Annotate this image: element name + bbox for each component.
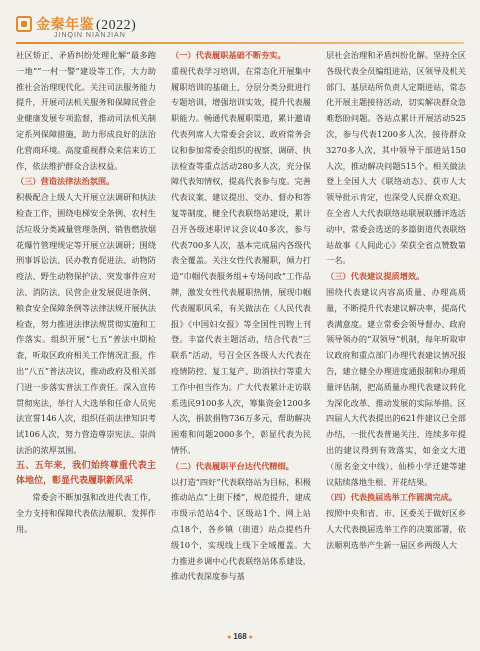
paragraph: 社区矫正、矛盾纠纷处理化解“最多跑一地”“一村一警”建设等工作，大力助推社会治理现代化。关注司法服务能力提升，开展司法机关服务和保障民营企业健康发展专项监督，推动司法机关制定系列保障措施，助力形成良好的法治化营商环境。高度重视群众来信来访工作，依法维护群众合法权益。 (16, 50, 156, 171)
main-heading: 五、五年来，我们始终尊重代表主体地位，彰显代表履职新风采 (16, 460, 156, 487)
section-heading: （四）代表换届选举工作圆满完成。 (326, 492, 458, 503)
column-right (326, 48, 466, 608)
section-heading: （一）代表履职基础不断夯实。 (171, 50, 286, 60)
yearbook-logo-icon (16, 16, 32, 32)
section-heading: （三）代表建议提质增效。 (326, 271, 425, 282)
paragraph: 积极配合上级人大开展立法调研和执法检查工作，围绕电梯安全条例、农村生活垃圾分类减量管理条例、销售燃放烟花爆竹管理规定等开展立法调研；围绕刑事诉讼法、民办教育促进法、动物防疫法、野生动物保护法、突发事件应对法、消防法、民营企业发展促进条例、粮食安全保障条例等法律法规开展执法检查，努力推进法律法规贯彻实施和工作落实。组织开展“七五”普法中期检查，听取区政府相关工作情况汇报，作出“八五”普法决议，推动政府及相关部门进一步落实普法工作责任。深入宣传贯彻宪法，举行人大选举和任命人员宪法宣誓146人次，组织任前法律知识考试106人次，努力营造尊崇宪法、崇尚法治的浓厚氛围。 (16, 192, 156, 455)
footer-dot-icon: ● (227, 634, 232, 641)
yearbook-subtitle: JINQIN NIANJIAN (54, 32, 126, 39)
column-left (16, 48, 156, 608)
article-columns (16, 48, 466, 608)
column-middle (171, 48, 311, 608)
footer-dot-icon: ● (248, 634, 253, 641)
section-heading: （二）代表履职平台达代代精细。 (171, 460, 294, 471)
page-number: 168 (233, 632, 247, 641)
header-divider (16, 42, 464, 44)
yearbook-title (36, 14, 136, 34)
yearbook-name: 金秦年鉴 (36, 18, 94, 33)
page-footer (0, 632, 480, 641)
paragraph: 以打造“四好”代表联络站为目标，积极推动站点“上街下楼”，规范提升，建成市级示范站4个、区级站1个、网上站点18个，各乡镇（街道）站点提档升级10个，实现线上线下全域覆盖。大力推进乡调中心代表联络站体系建设，推动代表深度参与基 (171, 476, 311, 582)
section-heading: （三）营造法律法治氛围。 (16, 176, 115, 187)
paragraph: 层社会治理和矛盾纠纷化解。坚持全区各级代表全员编组进站，区领导及机关部门、基层站所负责人定期进站，常态化开展主题接待活动，切实解决群众急难愁盼问题。各站点累计开展活动525次，参与代表1200多人次，接待群众3270多人次，其中领导干部进站150人次，推动解决问题515个。相关做法登上全国人大《联络动态》、获市人大领导批示肯定，也深受人民群众欢迎。在全省人大代表联络站联展联播评选活动中，常委会选送的多篇街道代表联络站故事《人间此心》荣获全省点赞数第一名。 (326, 50, 466, 266)
paragraph: 常委会不断加强和改进代表工作，全力支持和保障代表依法履职、发挥作用。 (16, 491, 156, 534)
yearbook-year: (2022) (96, 18, 137, 33)
paragraph: 按照中央和省、市、区委关于做好区乡人大代表换届选举工作的决策部署，依法顺利选举产生新一届区乡两级人大 (326, 508, 466, 550)
paragraph: 重视代表学习培训，在常态化开展集中履职培训的基础上，分层分类分批进行专题培训，增强培训实效，提升代表履职能力。畅通代表履职渠道，累计邀请代表列席人大常委会会议、政府常务会议和参加常委会组织的视察、调研、执法检查等重点活动280多人次，充分保障代表知情权，提高代表参与度。完善代表议案、建议提出、交办、督办和答复等制度，健全代表联络站建设，累计召开各级述职评议会议40多次，参与代表700多人次，基本完成届内各级代表全覆盖。关注女性代表履职，倾力打造“巾帼代表服务组+专场问政”工作品牌，激发女性代表履职热情，展现巾帼代表履职风采，有关做法在《人民代表报》《中国妇女报》等全国性刊物上刊登。丰富代表主题活动，结合代表“三联系”活动，号召全区各级人大代表在疫情防控、复工复产、助消扶行等重大工作中担当作为。广大代表累计走访联系选民9100多人次，筹集资金1200多人次，捐款捐物736万多元，帮助解决困难和问题2000多个，彰显代表为民情怀。 (171, 65, 311, 455)
paragraph: 围绕代表建议内容高质量、办理高质量，不断提升代表建议解决率，提高代表满意度。建立常委会领导督办、政府领导领办的“双领导”机制，每年听取审议政府和重点部门办理代表建议情况报告，建立健全办理进度通报制和办理质量评估制，把高质量办理代表建议转化为深化改革、推动发展的实际举措。区四届人大代表提出的621件建议已全部办结，一批代表普遍关注、连续多年提出的建议得到有效落实，如金文大道（原名金文中线）、仙桥小学迁建等建议陆续落地生根、开花结果。 (326, 286, 466, 487)
page-header (16, 10, 464, 42)
